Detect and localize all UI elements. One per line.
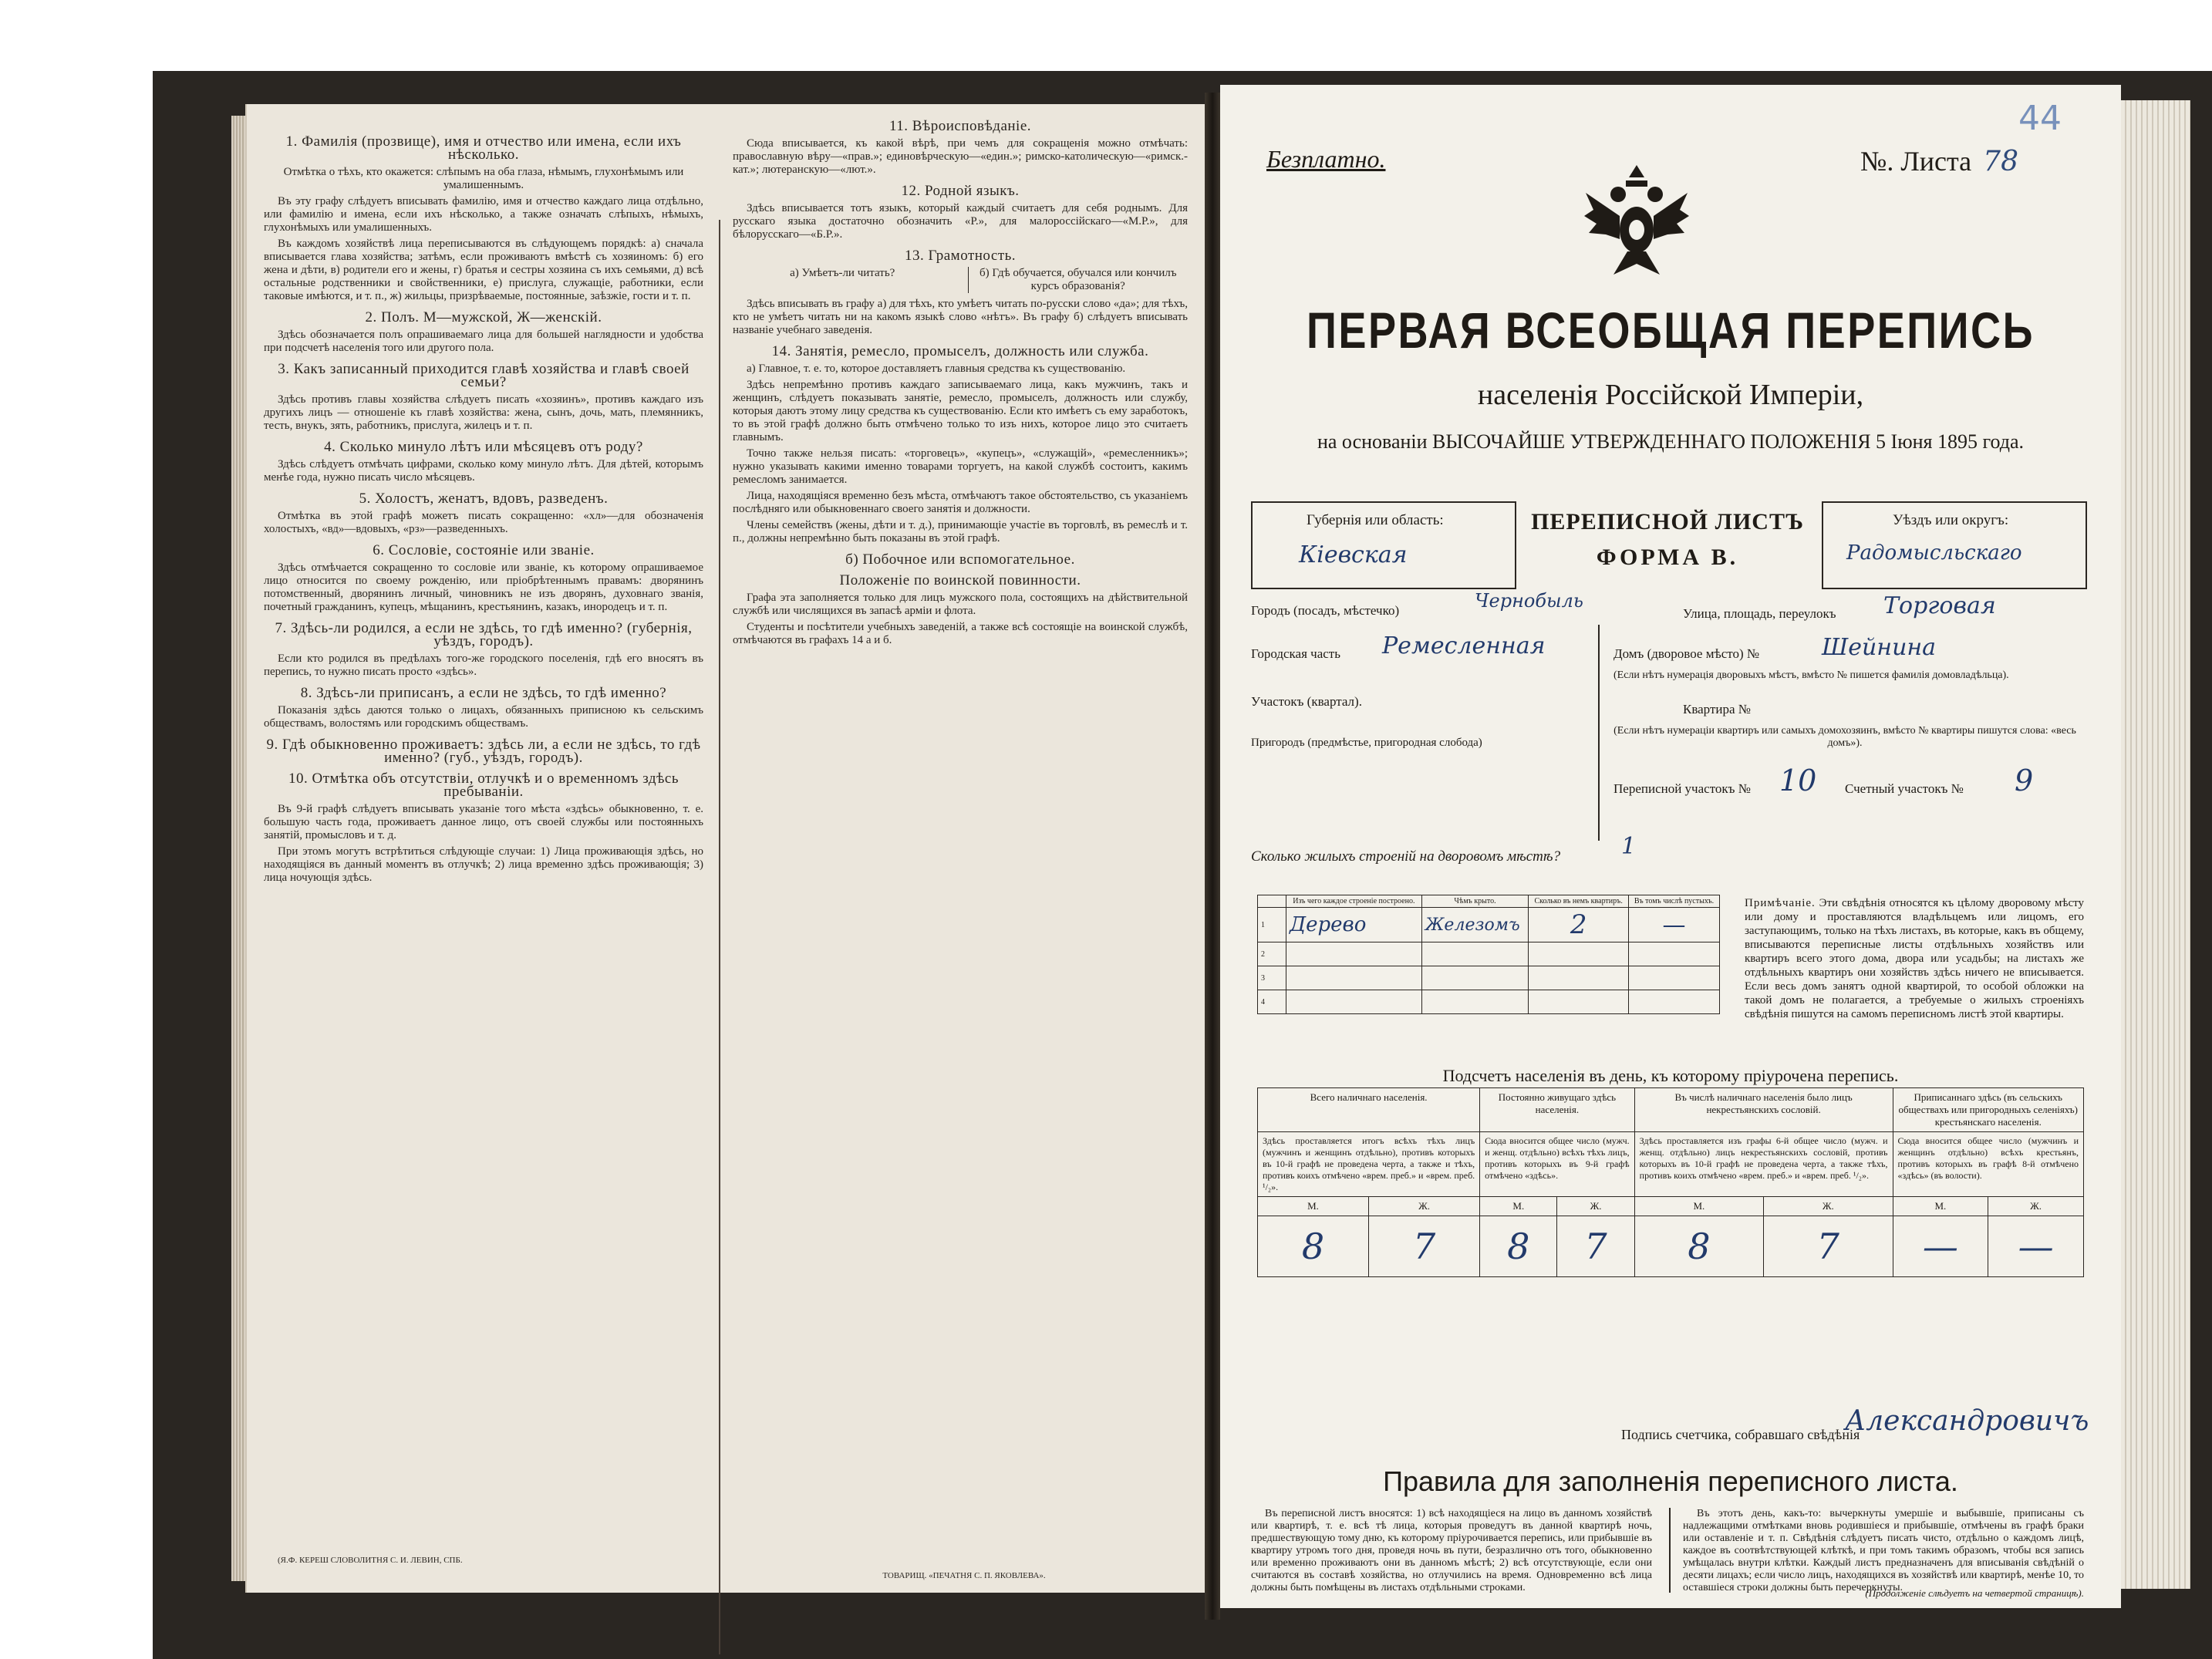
table-row: [1258, 942, 1720, 966]
empty-cell: [1628, 990, 1719, 1014]
column-description: Здѣсь проставляется изъ графы 6-й общее число (мужч. и женщ. отдѣльно) лицъ некрестьянскихъ сословій, противъ которыхъ въ 10-й графѣ не проведена черта, а также тѣхъ, противъ коихъ отмѣчено «врем. преб.» и «врем. преб. ¹/₂».: [1634, 1132, 1893, 1197]
rules-divider: [1669, 1508, 1671, 1593]
count-cell: 8: [1634, 1216, 1763, 1277]
table-header: Всего наличнаго населенія.: [1258, 1088, 1480, 1132]
form-title: ПЕРЕПИСНОЙ ЛИСТЪ: [1531, 509, 1804, 534]
section-4-heading: 4. Сколько минуло лѣтъ или мѣсяцевъ отъ роду?: [324, 439, 643, 455]
counting-area-label: Счетный участокъ №: [1845, 781, 1964, 796]
signature-value: Александровичъ: [1845, 1405, 2089, 1437]
population-count-title: Подсчетъ населенія въ день, къ которому пріурочена перепись.: [1442, 1066, 1899, 1085]
section-14-heading: 14. Занятія, ремесло, промыселъ, должность или служба.: [771, 343, 1149, 359]
row-number: 1: [1258, 908, 1286, 942]
text-paragraph: Здѣсь противъ главы хозяйства слѣдуетъ писать «хозяинъ», противъ каждаго изъ другихъ лицъ — отношеніе къ главѣ хозяйства: жена, сынъ, дочь, мать, племянникъ, тесть, внукъ, зять, работникъ, прислуга, жилецъ и т. п.: [264, 393, 703, 432]
question-13b: б) Гдѣ обучается, обучался или кончилъ курсъ образованія?: [968, 267, 1189, 293]
table-header: [1258, 895, 1286, 908]
male-header: М.: [1893, 1197, 1988, 1216]
table-header: Приписаннаго здѣсь (въ сельскихъ обществахъ или пригородныхъ селеніяхъ) крестьянскаго населенія.: [1893, 1088, 2083, 1132]
rules-footer: (Продолженіе слѣдуетъ на четвертой страницѣ).: [1865, 1587, 2084, 1599]
text-paragraph: Въ 9-й графѣ слѣдуетъ вписывать указаніе того мѣста «здѣсь» обыкновенно, т. е. большую часть года, проживаетъ данное лицо, отъ своей службы или постоянныхъ занятій, промысловъ и т. д.: [264, 803, 703, 841]
text-paragraph: Здѣсь отмѣчается сокращенно то сословіе или званіе, къ которому опрашиваемое лицо относится по своему рожденію, или пріобрѣтеннымъ правамъ: дворянинъ потомственный, дворянинъ личный, чиновникъ не изъ дворянъ, духовнаго званія, почетный гражданинъ, купецъ, мѣщанинъ, крестьянинъ, казакъ, инородецъ и т. п.: [264, 561, 703, 613]
roof-cell: Железомъ: [1421, 908, 1529, 942]
text-paragraph: Здѣсь слѣдуетъ отмѣчать цифрами, сколько кому минуло лѣтъ. Для дѣтей, которымъ менѣе года, нужно писать число мѣсяцевъ.: [264, 458, 703, 484]
count-cell: 7: [1764, 1216, 1893, 1277]
question-14a: а) Главное, т. е. то, которое доставляетъ главныя средства къ существованію.: [747, 362, 1126, 375]
double-headed-eagle-icon: [1583, 162, 1691, 278]
text-paragraph: Здѣсь обозначается полъ опрашиваемаго лица для большей наглядности и удобства при подсчетѣ населенія того или другого пола.: [264, 329, 703, 354]
roof-cell: [1421, 942, 1529, 966]
material-cell: [1286, 966, 1422, 990]
text-paragraph: Лица, находящіяся временно безъ мѣста, отмѣчаютъ такое обстоятельство, съ указаніемъ послѣдняго или обыкновеннаго своего занятія и должности.: [733, 490, 1188, 515]
section-13-heading: 13. Грамотность.: [904, 248, 1017, 264]
pencil-folio-mark: 44: [2018, 99, 2062, 138]
male-header: М.: [1480, 1197, 1557, 1216]
census-basis: на основаніи ВЫСОЧАЙШЕ УТВЕРЖДЕННАГО ПОЛОЖЕНІЯ 5 Іюня 1895 года.: [1317, 430, 2025, 453]
count-cell: 7: [1557, 1216, 1634, 1277]
question-13a: а) Умѣетъ-ли читать?: [790, 267, 895, 279]
text-paragraph: Здѣсь вписывать въ графу а) для тѣхъ, кто умѣетъ читать по-русски слово «да»; для тѣхъ, кто не умѣетъ читать ни на какомъ языкѣ слово «нѣтъ». Въ графу б) слѣдуетъ вписывать названіе учебнаго заведенія.: [733, 298, 1188, 336]
text-paragraph: Въ эту графу слѣдуетъ вписывать фамилію, имя и отчество каждаго лица отдѣльно, или фамилію и имена, если ихъ нѣсколько, а также означать слѣпыхъ, нѣмыхъ, глухонѣмыхъ или умалишенныхъ.: [264, 195, 703, 234]
rules-left-column: Въ переписной листъ вносятся: 1) всѣ находящіеся на лицо въ данномъ хозяйствѣ или квартирѣ, т. е. всѣ тѣ лица, которыя проведутъ въ данной квартирѣ ночь, предшествующую тому дню, къ которому пріурочивается перепись, или прибывшіе въ квартиру утромъ того дня, проведя ночь въ пути, безразлично отъ того, обыкновенно или временно проживаютъ они въ данномъ мѣстѣ; 2) всѣ отсутствующіе, если они считаются въ составѣ хозяйства, но отлучились на время. Одновременно всѣ лица должны быть помѣщены въ листахъ отдѣльными строками.: [1251, 1508, 1652, 1593]
empty-cell: —: [1628, 908, 1719, 942]
sheet-number-value: 78: [1983, 146, 2018, 177]
house-note: (Если нѣтъ нумерація дворовыхъ мѣстъ, вмѣсто № пишется фамилія домовладѣльца).: [1613, 669, 2009, 681]
left-column-1: [264, 127, 703, 888]
count-cell: —: [1988, 1216, 2084, 1277]
city-value: Чернобыль: [1475, 590, 1583, 612]
text-paragraph: Члены семействъ (жены, дѣти и т. д.), принимающіе участіе въ торговлѣ, въ ремеслѣ и т. п., должны непремѣнно быть показаны въ этой графѣ.: [733, 519, 1188, 545]
section-military-heading: Положеніе по воинской повинности.: [839, 572, 1081, 588]
gubernia-value: Кіевская: [1299, 541, 1408, 568]
city-label: Городъ (посадъ, мѣстечко): [1251, 603, 1400, 618]
text-paragraph: Показанія здѣсь даются только о лицахъ, обязанныхъ приписною къ сельскимъ обществамъ, волостямъ или городскимъ обществамъ.: [264, 704, 703, 730]
text-paragraph: Въ каждомъ хозяйствѣ лица переписываются въ слѣдующемъ порядкѣ: а) сначала вписывается глава хозяйства; затѣмъ, если проживаютъ вмѣстѣ съ хозяиномъ: б) его жена и дѣти, в) родители его и жены, г) братья и сестры хозяина съ ихъ семьями, д) всѣ остальные родственники и свойственники, е) прислуга, служащіе, работники, если таковые имѣются, и т. п., ж) жильцы, призрѣваемые, постоянные, заѣзжіе, гости и т. п.: [264, 238, 703, 302]
section-9-heading: 9. Гдѣ обыкновенно проживаетъ: здѣсь ли, а если не здѣсь, то гдѣ именно? (губ., уѣздъ, городъ).: [266, 737, 701, 766]
empty-cell: [1628, 942, 1719, 966]
sheet-number-label: №. Листа: [1860, 146, 1972, 177]
text-paragraph: Если кто родился въ предѣлахъ того-же городского поселенія, гдѣ его вносятъ въ перепись, то нужно писать просто «здѣсь».: [264, 652, 703, 678]
material-cell: Дерево: [1286, 908, 1422, 942]
row-number: 4: [1258, 990, 1286, 1014]
table-header: Въ томъ числѣ пустыхъ.: [1628, 895, 1719, 908]
rules-title: Правила для заполненія переписного листа.: [1383, 1465, 1958, 1497]
male-header: М.: [1634, 1197, 1763, 1216]
male-header: М.: [1258, 1197, 1369, 1216]
text-paragraph: Сюда вписывается, къ какой вѣрѣ, при чемъ для сокращенія можно отмѣчать: православную вѣру—«прав.»; единовѣрческую—«един.»; римско-католическую—«римск.-кат.»; лютеранскую—«лют.».: [733, 137, 1188, 176]
form-subtitle: ФОРМА В.: [1596, 545, 1739, 570]
house-label: Домъ (дворовое мѣсто) №: [1613, 646, 1760, 661]
text-paragraph: При этомъ могутъ встрѣтиться слѣдующіе случаи: 1) Лица проживающія здѣсь, но находящіяся въ данный моментъ въ отлучкѣ; 2) лица временно здѣсь проживающія; 3) лица ночующія здѣсь.: [264, 845, 703, 884]
uezd-label: Уѣздъ или округъ:: [1893, 512, 2009, 528]
table-row: [1258, 990, 1720, 1014]
population-table: [1257, 1087, 2084, 1277]
empty-cell: [1628, 966, 1719, 990]
district-label: Городская часть: [1251, 646, 1340, 661]
precinct-label: Участокъ (квартал).: [1251, 694, 1362, 709]
district-value: Ремесленная: [1382, 632, 1546, 659]
count-cell: —: [1893, 1216, 1988, 1277]
table-row: [1258, 908, 1720, 942]
census-title: ПЕРВАЯ ВСЕОБЩАЯ ПЕРЕПИСЬ: [1307, 302, 2035, 359]
text-paragraph: Точно также нельзя писать: «торговецъ», «купецъ», «служащій», «ремесленникъ»; нужно указывать какими именно товарами торгуетъ, на какой службѣ состоитъ, какимъ ремесломъ занимается.: [733, 447, 1188, 486]
column-description: Сюда вносится общее число (мужчинъ и женщинъ отдѣльно) всѣхъ крестьянъ, противъ которыхъ въ графѣ 8-й отмѣчено «здѣсь» (въ волости).: [1893, 1132, 2083, 1197]
table-header: Въ числѣ наличнаго населенія было лицъ некрестьянскихъ сословій.: [1634, 1088, 1893, 1132]
apartments-cell: 2: [1529, 908, 1629, 942]
section-7-heading: 7. Здѣсь-ли родился, а если не здѣсь, то гдѣ именно? (губернія, уѣздъ, городъ).: [275, 620, 693, 649]
roof-cell: [1421, 966, 1529, 990]
note-title: Примѣчаніе.: [1745, 897, 1816, 909]
text-paragraph: Здѣсь вписывается тотъ языкъ, который каждый считаетъ для себя роднымъ. Для русскаго языка достаточно обозначить «Р.», для малороссійскаго—«М.Р.», для бѣлорусскаго—«Б.Р.».: [733, 202, 1188, 241]
page-edges-right: [2121, 100, 2190, 1589]
gubernia-box: [1251, 501, 1516, 589]
apartments-cell: [1529, 966, 1629, 990]
section-8-heading: 8. Здѣсь-ли приписанъ, а если не здѣсь, то гдѣ именно?: [300, 685, 667, 701]
suburb-label: Пригородъ (предмѣстье, пригородная слобода): [1251, 737, 1482, 749]
note-text: Эти свѣдѣнія относятся къ цѣлому дворовому мѣсту или дому и проставляются владѣльцемъ или лицомъ, его заступающимъ, только на тѣхъ листахъ, въ которые, какъ въ общему, вписываются переписные листы отдѣльныхъ хозяйствъ или квартиръ всего этого дома, двора или усадьбы; на листахъ же отдѣльныхъ квартиръ они хозяйствъ здѣсь ничего не вписывается. Если весь домъ занятъ одной квартирой, то особой обложки на такой домъ не полагается, а требуемые о жилыхъ строеніяхъ свѣдѣнія пишутся на самомъ переписномъ листѣ этой квартиры.: [1745, 897, 2084, 1020]
female-header: Ж.: [1557, 1197, 1634, 1216]
text-paragraph: Здѣсь непремѣнно противъ каждаго записываемаго лица, какъ мужчинъ, такъ и женщинъ, слѣдуетъ показывать занятіе, ремесло, промыселъ, должность или службу, которыя даютъ этому лицу средства къ существованію. Если кто имѣетъ съ ему заработокъ, то въ этой графѣ должно быть отмѣчено только то изъ нихъ, которое лицо это считаетъ главнымъ.: [733, 379, 1188, 443]
table-header: Постоянно живущаго здѣсь населенія.: [1480, 1088, 1635, 1132]
apartment-label: Квартира №: [1683, 702, 1752, 717]
female-header: Ж.: [1369, 1197, 1480, 1216]
column-divider: [719, 220, 720, 1654]
right-page: [1220, 85, 2121, 1608]
buildings-question-value: 1: [1621, 833, 1637, 860]
free-label: Безплатно.: [1266, 145, 1386, 173]
material-cell: [1286, 942, 1422, 966]
table-header: Чѣмъ крыто.: [1421, 895, 1529, 908]
buildings-question: Сколько жилыхъ строеній на дворовомъ мѣстѣ?: [1251, 848, 1561, 865]
signature-label: Подпись счетчика, собравшаго свѣдѣнія: [1621, 1427, 1860, 1442]
left-imprint-1: (Я.Ф. КЕРЕШ СЛОВОЛИТНЯ С. И. ЛЕВИН, СПБ.: [278, 1556, 463, 1565]
counting-area-value: 9: [2015, 764, 2034, 797]
street-value: Торговая: [1883, 592, 1996, 619]
apartments-cell: [1529, 990, 1629, 1014]
apartment-note: (Если нѣтъ нумераціи квартиръ или самыхъ домохозяинъ, вмѣсто № квартиры пишутся слова: «весь домъ»).: [1613, 725, 2076, 749]
buildings-table: [1257, 895, 1720, 1014]
column-description: Здѣсь проставляется итогъ всѣхъ тѣхъ лицъ (мужчинъ и женщинъ отдѣльно), противъ которыхъ въ 10-й графѣ не проведена черта, а также и тѣхъ, противъ коихъ отмѣчено «врем. преб.» и «врем. преб. ¹/₂».: [1258, 1132, 1480, 1197]
text-paragraph: Графа эта заполняется только для лицъ мужского пола, состоящихъ на дѣйствительной службѣ или числящихся въ запасѣ арміи и флота.: [733, 592, 1188, 617]
female-header: Ж.: [1764, 1197, 1893, 1216]
left-imprint-2: ТОВАРИЩ. «ПЕЧАТНЯ С. П. ЯКОВЛЕВА».: [882, 1571, 1046, 1580]
section-1-heading: 1. Фамилія (прозвище), имя и отчество или имена, если ихъ нѣсколько.: [285, 133, 682, 163]
row-number: 3: [1258, 966, 1286, 990]
material-cell: [1286, 990, 1422, 1014]
female-header: Ж.: [1988, 1197, 2084, 1216]
buildings-note: [1745, 896, 2084, 1021]
sheet-number: [1860, 145, 2018, 177]
census-subtitle: населенія Россійской Имперіи,: [1477, 379, 1864, 411]
apartments-cell: [1529, 942, 1629, 966]
section-10-heading: 10. Отмѣтка объ отсутствіи, отлучкѣ и о временномъ здѣсь пребываніи.: [288, 770, 679, 800]
uezd-box: [1822, 501, 2087, 589]
roof-cell: [1421, 990, 1529, 1014]
section-2-heading: 2. Полъ. М—мужской, Ж—женскій.: [365, 309, 602, 325]
section-14b-heading: б) Побочное или вспомогательное.: [845, 551, 1075, 568]
left-column-2: [733, 112, 1188, 650]
column-description: Сюда вносится общее число (мужч. и женщ. отдѣльно) всѣхъ тѣхъ лицъ, противъ которыхъ въ 9-й графѣ отмѣчено «здѣсь».: [1480, 1132, 1635, 1197]
text-paragraph: Отмѣтка въ этой графѣ можетъ писать сокращенно: «хл»—для обозначенія холостыхъ, «вд»—вдовыхъ, «рз»—разведенныхъ.: [264, 510, 703, 535]
table-header: Изъ чего каждое строеніе построено.: [1286, 895, 1422, 908]
house-value: Шейнина: [1822, 634, 1937, 661]
row-number: 2: [1258, 942, 1286, 966]
street-label: Улица, площадь, переулокъ: [1683, 606, 1836, 621]
section-12-heading: 12. Родной языкъ.: [901, 183, 1020, 199]
table-row: [1258, 966, 1720, 990]
book-gutter: [1205, 93, 1220, 1620]
section-1-note: Отмѣтка о тѣхъ, кто окажется: слѣпымъ на оба глаза, нѣмымъ, глухонѣмымъ или умалишеннымъ.: [283, 166, 684, 191]
section-11-heading: 11. Вѣроисповѣданіе.: [889, 118, 1032, 134]
left-page: [245, 104, 1208, 1593]
census-area-label: Переписной участокъ №: [1613, 781, 1751, 796]
count-cell: 8: [1480, 1216, 1557, 1277]
rules-right-column: Въ этотъ день, какъ-то: вычеркнуты умершіе и выбывшіе, приписаны съ надлежащими отмѣтками вновь родившіеся и прибывшіе, отмѣчены въ графѣ браки или оставленіе и т. п. Свѣдѣнія слѣдуетъ писать чисто, отдѣльно о каждомъ лицѣ, каждое въ соотвѣтствующей клѣткѣ, и при томъ такимъ образомъ, чтобы вся запись умѣщалась внутри клѣтки. Каждый листъ предназначенъ для вписыванія свѣдѣній о десяти лицахъ; если число лицъ, находящихся въ хозяйствѣ или квартирѣ, менѣе 10, то оставшіеся строки должны быть перечеркнуты.: [1683, 1508, 2085, 1593]
text-paragraph: Студенты и посѣтители учебныхъ заведеній, а также всѣ состоящіе на воинской службѣ, отмѣчаются въ графахъ 14 а и б.: [733, 621, 1188, 646]
census-area-value: 10: [1779, 764, 1817, 797]
section-6-heading: 6. Сословіе, состояніе или званіе.: [373, 542, 595, 558]
uezd-value: Радомысльскаго: [1846, 541, 2022, 565]
count-cell: 8: [1258, 1216, 1369, 1277]
form-header-box: [1529, 501, 1806, 586]
section-3-heading: 3. Какъ записанный приходится главѣ хозяйства и главѣ своей семьи?: [278, 361, 690, 390]
gubernia-label: Губернія или область:: [1307, 512, 1444, 528]
table-header: Сколько въ немъ квартиръ.: [1529, 895, 1629, 908]
section-5-heading: 5. Холостъ, женатъ, вдовъ, разведенъ.: [359, 491, 609, 507]
count-cell: 7: [1369, 1216, 1480, 1277]
